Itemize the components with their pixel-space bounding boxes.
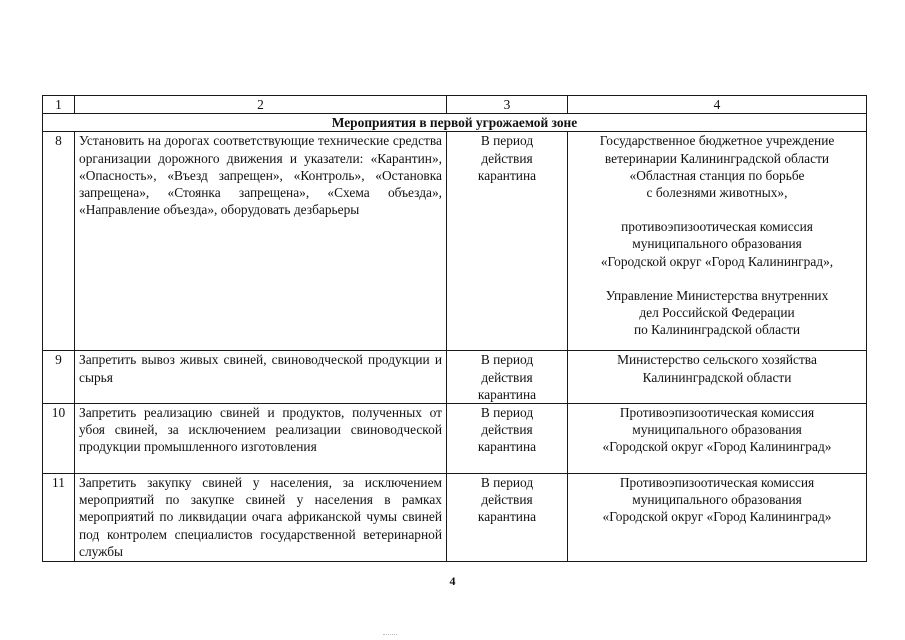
- paragraph-gap: [572, 270, 862, 287]
- period-line: действия: [481, 369, 533, 385]
- row-action: Запретить реализацию свиней и продуктов, полученных от убоя свиней, за исключением реализации свиноводческой продукции промышленного изготовления: [75, 404, 447, 474]
- row-period: [447, 474, 568, 562]
- responsible-line: муниципального образования: [632, 422, 802, 438]
- responsible-line: Министерство сельского хозяйства: [617, 352, 817, 368]
- period-line: карантина: [477, 509, 537, 525]
- row-responsible: [568, 351, 867, 404]
- row-responsible: [568, 132, 867, 351]
- responsible-line: муниципального образования: [632, 492, 802, 508]
- period-line: действия: [481, 422, 533, 438]
- responsible-line: Противоэпизоотическая комиссия: [619, 405, 815, 421]
- row-action: Запретить закупку свиней у населения, за исключением мероприятий по закупке свиней у населения в рамках мероприятий по ликвидации очага африканской чумы свиней под контролем специалистов государственной ветеринарной службы: [75, 474, 447, 562]
- table-row: [43, 132, 867, 351]
- row-number: 10: [43, 404, 75, 474]
- section-title: Мероприятия в первой угрожаемой зоне: [43, 114, 867, 132]
- responsible-line: Государственное бюджетное учреждение: [599, 133, 835, 149]
- responsible-line: дел Российской Федерации: [639, 305, 795, 321]
- responsible-line: Управление Министерства внутренних: [605, 287, 829, 303]
- header-cell-2: 2: [75, 96, 447, 114]
- period-line: В период: [480, 133, 534, 149]
- row-period: [447, 404, 568, 474]
- period-line: карантина: [477, 439, 537, 455]
- responsible-line: ветеринарии Калининградской области: [604, 150, 830, 166]
- period-line: карантина: [477, 386, 537, 402]
- responsible-line: Противоэпизоотическая комиссия: [619, 475, 815, 491]
- responsible-line: «Городской округ «Город Калининград»: [602, 439, 832, 455]
- table-row: [43, 474, 867, 562]
- row-action: Запретить вывоз живых свиней, свиноводческой продукции и сырья: [75, 351, 447, 404]
- scan-artifact: [383, 634, 397, 638]
- responsible-line: «Городской округ «Город Калининград»,: [600, 253, 834, 269]
- row-responsible: [568, 474, 867, 562]
- header-cell-1: 1: [43, 96, 75, 114]
- header-cell-4: 4: [568, 96, 867, 114]
- measures-table: [42, 95, 867, 562]
- row-responsible: [568, 404, 867, 474]
- period-line: действия: [481, 150, 533, 166]
- responsible-line: «Областная станция по борьбе: [629, 167, 805, 183]
- header-cell-3: 3: [447, 96, 568, 114]
- responsible-line: «Городской округ «Город Калининград»: [602, 509, 832, 525]
- row-period: [447, 132, 568, 351]
- paragraph-gap: [572, 201, 862, 218]
- period-line: карантина: [477, 167, 537, 183]
- table-header-row: [43, 96, 867, 114]
- row-action: Установить на дорогах соответствующие технические средства организации дорожного движения и указатели: «Карантин», «Опасность», «Въезд запрещен», «Контроль», «Остановка запрещена», «Стоянка запрещена», «Схема объезда», «Направление объезда», оборудовать дезбарьеры: [75, 132, 447, 351]
- responsible-line: муниципального образования: [632, 236, 802, 252]
- row-number: 9: [43, 351, 75, 404]
- table-row: [43, 351, 867, 404]
- responsible-line: по Калининградской области: [633, 322, 801, 338]
- period-line: В период: [480, 405, 534, 421]
- row-number: 8: [43, 132, 75, 351]
- page-number: 4: [449, 574, 456, 588]
- period-line: В период: [480, 475, 534, 491]
- period-line: В период: [480, 352, 534, 368]
- responsible-line: противоэпизоотическая комиссия: [621, 219, 813, 235]
- period-line: действия: [481, 492, 533, 508]
- section-row: [43, 114, 867, 132]
- row-number: 11: [43, 474, 75, 562]
- responsible-line: Калининградской области: [642, 369, 792, 385]
- responsible-line: с болезнями животных»,: [646, 185, 788, 201]
- row-period: [447, 351, 568, 404]
- table-row: [43, 404, 867, 474]
